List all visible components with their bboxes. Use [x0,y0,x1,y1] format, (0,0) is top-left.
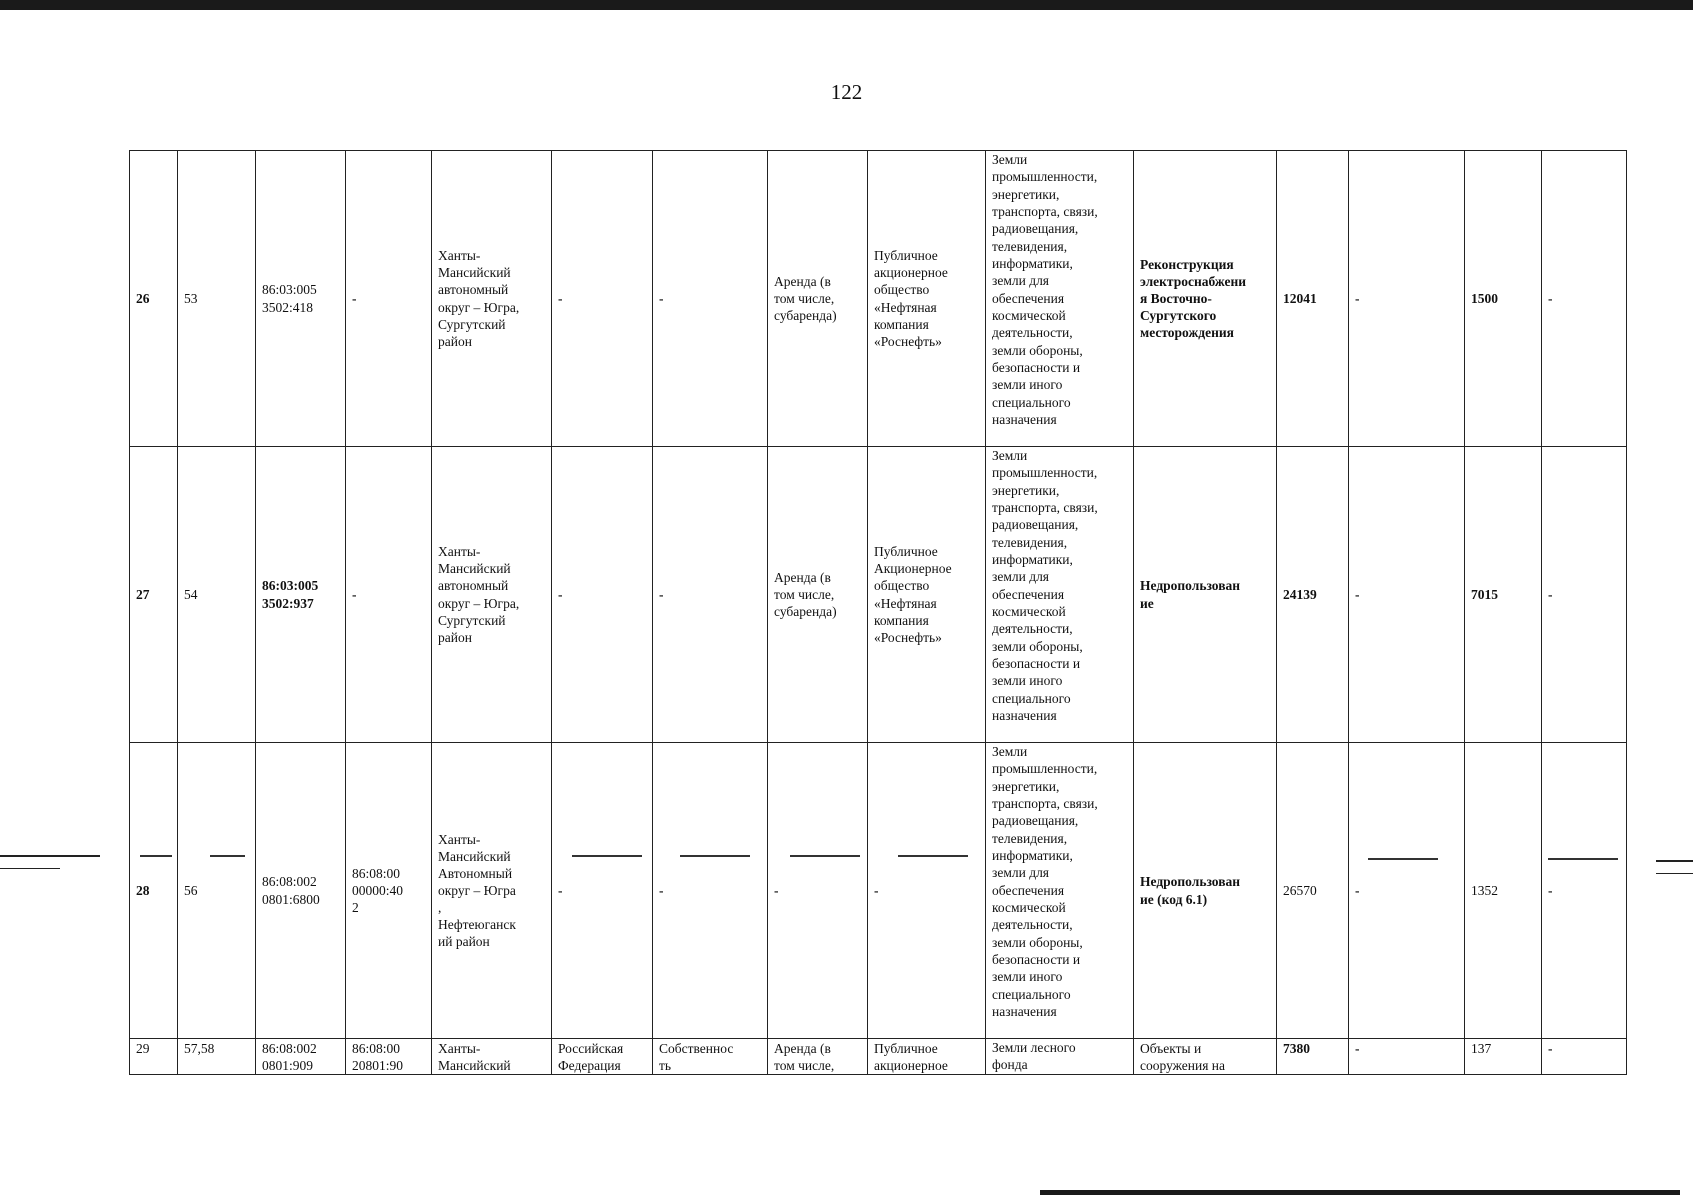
scan-artifact-line [1548,858,1618,860]
cadastral-number: 86:03:005 3502:418 [256,151,346,447]
permitted-use: Объекты и сооружения на [1134,1039,1277,1075]
owner: - [552,447,653,743]
parent-cadastral-number: - [346,447,432,743]
page-number: 122 [830,80,863,104]
permitted-use: Недропользован ие [1134,447,1277,743]
cadastral-number: 86:03:005 3502:937 [256,447,346,743]
scan-top-border [0,0,1693,10]
column-13: - [1349,447,1465,743]
plot-location: Ханты- Мансийский [432,1039,552,1075]
column-15: - [1542,447,1627,743]
table-row [130,743,1627,1039]
column-13: - [1349,1039,1465,1075]
land-category: Земли промышленности, энергетики, транспорта, связи, радиовещания, телевидения, информатики, земли для обеспечения космической деятельности, земли обороны, безопасности и земли иного специального назначения [986,447,1134,743]
column-15: - [1542,743,1627,1039]
scan-artifact-line [572,855,642,857]
table-row [130,447,1627,743]
encumbrance-type: Аренда (в том числе, субаренда) [768,151,868,447]
scan-artifact-line [1656,860,1693,862]
item-number: 53 [178,151,256,447]
column-13: - [1349,743,1465,1039]
land-category: Земли промышленности, энергетики, транспорта, связи, радиовещания, телевидения, информатики, земли для обеспечения космической деятельности, земли обороны, безопасности и земли иного специального назначения [986,151,1134,447]
right-holder: Публичное Акционерное общество «Нефтяная компания «Роснефть» [868,447,986,743]
part-area: 7015 [1465,447,1542,743]
total-area: 7380 [1277,1039,1349,1075]
right-holder: Публичное акционерное [868,1039,986,1075]
scan-artifact-line [0,855,100,857]
right-type: - [653,743,768,1039]
right-type: - [653,151,768,447]
scan-bottom-border [1040,1190,1680,1195]
row-index: 29 [130,1039,178,1075]
right-holder: Публичное акционерное общество «Нефтяная компания «Роснефть» [868,151,986,447]
scan-artifact-line [1368,858,1438,860]
column-13: - [1349,151,1465,447]
plot-location: Ханты- Мансийский Автономный округ – Югра , Нефтеюганск ий район [432,743,552,1039]
part-area: 137 [1465,1039,1542,1075]
scan-artifact-line [680,855,750,857]
right-holder: - [868,743,986,1039]
table-row [130,1039,1627,1075]
total-area: 12041 [1277,151,1349,447]
parent-cadastral-number: - [346,151,432,447]
plot-location: Ханты- Мансийский автономный округ – Югра, Сургутский район [432,151,552,447]
right-type: - [653,447,768,743]
land-category: Земли лесного фонда [986,1039,1134,1075]
land-plot-register-table [129,150,1627,1075]
scan-artifact-line [898,855,968,857]
encumbrance-type: Аренда (в том числе, [768,1039,868,1075]
owner: Российская Федерация [552,1039,653,1075]
total-area: 26570 [1277,743,1349,1039]
cadastral-number: 86:08:002 0801:909 [256,1039,346,1075]
owner: - [552,743,653,1039]
cadastral-number: 86:08:002 0801:6800 [256,743,346,1039]
scan-artifact-line [790,855,860,857]
column-15: - [1542,151,1627,447]
permitted-use: Недропользован ие (код 6.1) [1134,743,1277,1039]
encumbrance-type: - [768,743,868,1039]
row-index: 28 [130,743,178,1039]
item-number: 57,58 [178,1039,256,1075]
scan-artifact-line [0,868,60,869]
total-area: 24139 [1277,447,1349,743]
parent-cadastral-number: 86:08:00 20801:90 [346,1039,432,1075]
table-row [130,151,1627,447]
plot-location: Ханты- Мансийский автономный округ – Югра, Сургутский район [432,447,552,743]
row-index: 26 [130,151,178,447]
part-area: 1500 [1465,151,1542,447]
part-area: 1352 [1465,743,1542,1039]
parent-cadastral-number: 86:08:00 00000:40 2 [346,743,432,1039]
scan-artifact-line [1656,873,1693,874]
scan-artifact-line [210,855,245,857]
scan-artifact-line [140,855,172,857]
encumbrance-type: Аренда (в том числе, субаренда) [768,447,868,743]
land-category: Земли промышленности, энергетики, транспорта, связи, радиовещания, телевидения, информатики, земли для обеспечения космической деятельности, земли обороны, безопасности и земли иного специального назначения [986,743,1134,1039]
right-type: Собственнос ть [653,1039,768,1075]
item-number: 56 [178,743,256,1039]
row-index: 27 [130,447,178,743]
item-number: 54 [178,447,256,743]
column-15: - [1542,1039,1627,1075]
owner: - [552,151,653,447]
permitted-use: Реконструкция электроснабжени я Восточно- Сургутского месторождения [1134,151,1277,447]
